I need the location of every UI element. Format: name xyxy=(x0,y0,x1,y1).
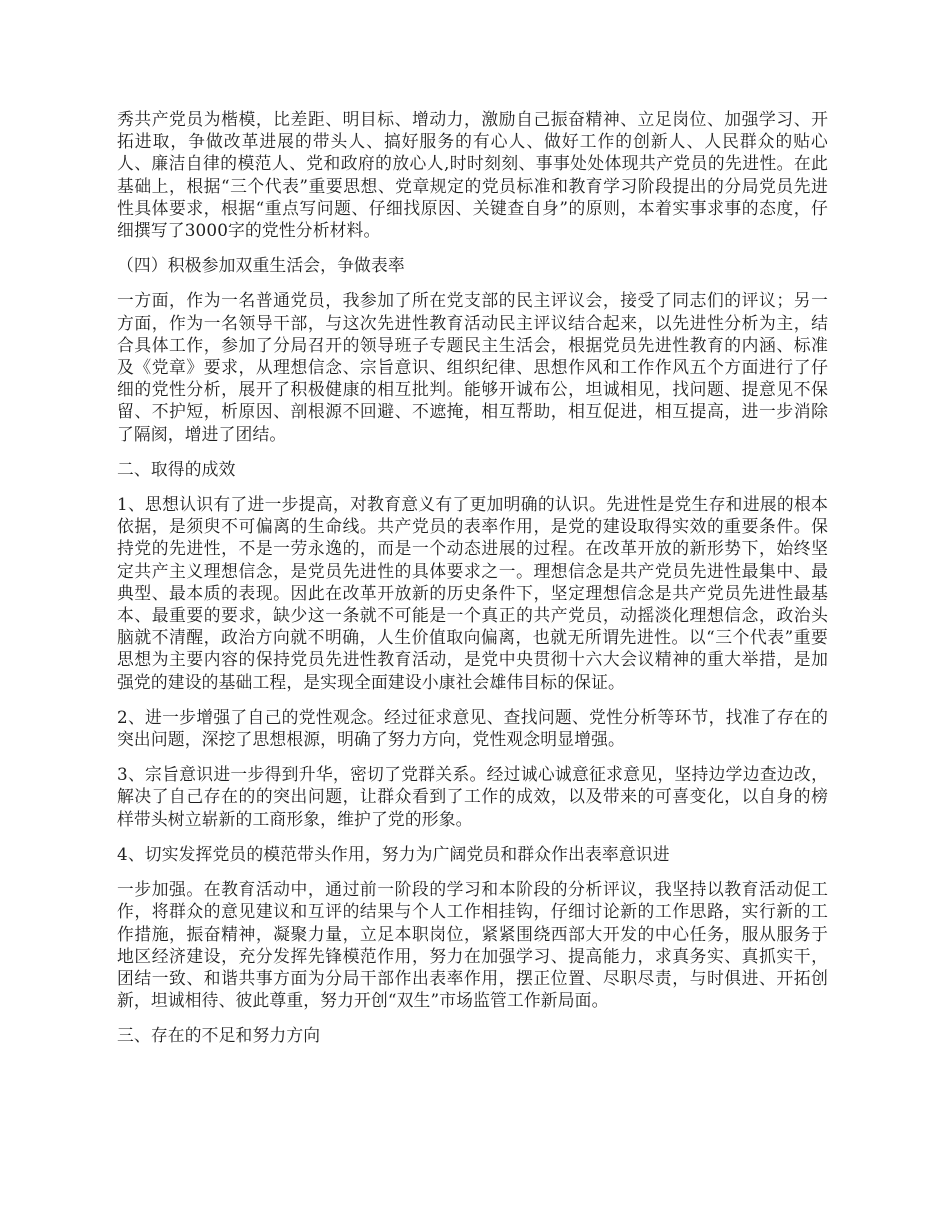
paragraph-achievement-4-title: 4、切实发挥党员的模范带头作用，努力为广阔党员和群众作出表率意识进 xyxy=(117,843,670,864)
section-heading-shortcomings: 三、存在的不足和努力方向 xyxy=(117,1025,321,1046)
section-heading-achievements: 二、取得的成效 xyxy=(117,458,236,479)
section-heading-dual-life-meeting: （四）积极参加双重生活会，争做表率 xyxy=(117,255,405,276)
paragraph-achievement-1: 1、思想认识有了进一步提高，对教育意义有了更加明确的认识。先进性是党生存和进展的根本依据，是须臾不可偏离的生命线。共产党员的表率作用，是党的建设取得实效的重要条件。保持党的先进性，不是一劳永逸的，而是一个动态进展的过程。在改革开放的新形势下，始终坚定共产主义理想信念，是党员先进性的具体要求之一。理想信念是共产党员先进性最集中、最典型、最本质的表现。因此在改革开放新的历史条件下，坚定理想信念是共产党员先进性最基本、最重要的要求，缺少这一条就不可能是一个真正的共产党员，动摇淡化理想信念，政治头脑就不清醒，政治方向就不明确，人生价值取向偏离，也就无所谓先进性。以“三个代表”重要思想为主要内容的保持党员先进性教育活动，是党中央贯彻十六大会议精神的重大举措，是加强党的建设的基础工程，是实现全面建设小康社会雄伟目标的保证。 xyxy=(117,494,828,692)
paragraph-achievement-3: 3、宗旨意识进一步得到升华，密切了党群关系。经过诚心诚意征求意见，坚持边学边查边改，解决了自己存在的的突出问题，让群众看到了工作的成效，以及带来的可喜变化，以自身的榜样带头树立崭新的工商形象，维护了党的形象。 xyxy=(117,764,828,829)
paragraph-democratic-review: 一方面，作为一名普通党员，我参加了所在党支部的民主评议会，接受了同志们的评议；另一方面，作为一名领导干部，与这次先进性教育活动民主评议结合起来，以先进性分析为主，结合具体工作，参加了分局召开的领导班子专题民主生活会，根据党员先进性教育的内涵、标准及《党章》要求，从理想信念、宗旨意识、组织纪律、思想作风和工作作风五个方面进行了仔细的党性分析，展开了积极健康的相互批判。能够开诚布公，坦诚相见，找问题、提意见不保留、不护短，析原因、剖根源不回避、不遮掩，相互帮助，相互促进，相互提高，进一步消除了隔阂，增进了团结。 xyxy=(117,290,828,444)
paragraph-achievement-4-body: 一步加强。在教育活动中，通过前一阶段的学习和本阶段的分析评议，我坚持以教育活动促工作，将群众的意见建议和互评的结果与个人工作相挂钩，仔细讨论新的工作思路，实行新的工作措施，振奋精神，凝聚力量，立足本职岗位，紧紧围绕西部大开发的中心任务，服从服务于地区经济建设，充分发挥先锋模范作用，努力在加强学习、提高能力，求真务实、真抓实干，团结一致、和谐共事方面为分局干部作出表率作用，摆正位置、尽职尽责，与时俱进、开拓创新，坦诚相待、彼此尊重，努力开创“双生”市场监管工作新局面。 xyxy=(117,879,828,1011)
paragraph-intro-continuation: 秀共产党员为楷模，比差距、明目标、增动力，激励自己振奋精神、立足岗位、加强学习、开拓进取，争做改革进展的带头人、搞好服务的有心人、做好工作的创新人、人民群众的贴心人、廉洁自律的模范人、党和政府的放心人,时时刻刻、事事处处体现共产党员的先进性。在此基础上，根据“三个代表”重要思想、党章规定的党员标准和教育学习阶段提出的分局党员先进性具体要求，根据“重点写问题、仔细找原因、关键查自身”的原则，本着实事求事的态度，仔细撰写了3000字的党性分析材料。 xyxy=(117,109,828,241)
paragraph-achievement-2: 2、进一步增强了自己的党性观念。经过征求意见、查找问题、党性分析等环节，找准了存在的突出问题，深挖了思想根源，明确了努力方向，党性观念明显增强。 xyxy=(117,706,828,750)
